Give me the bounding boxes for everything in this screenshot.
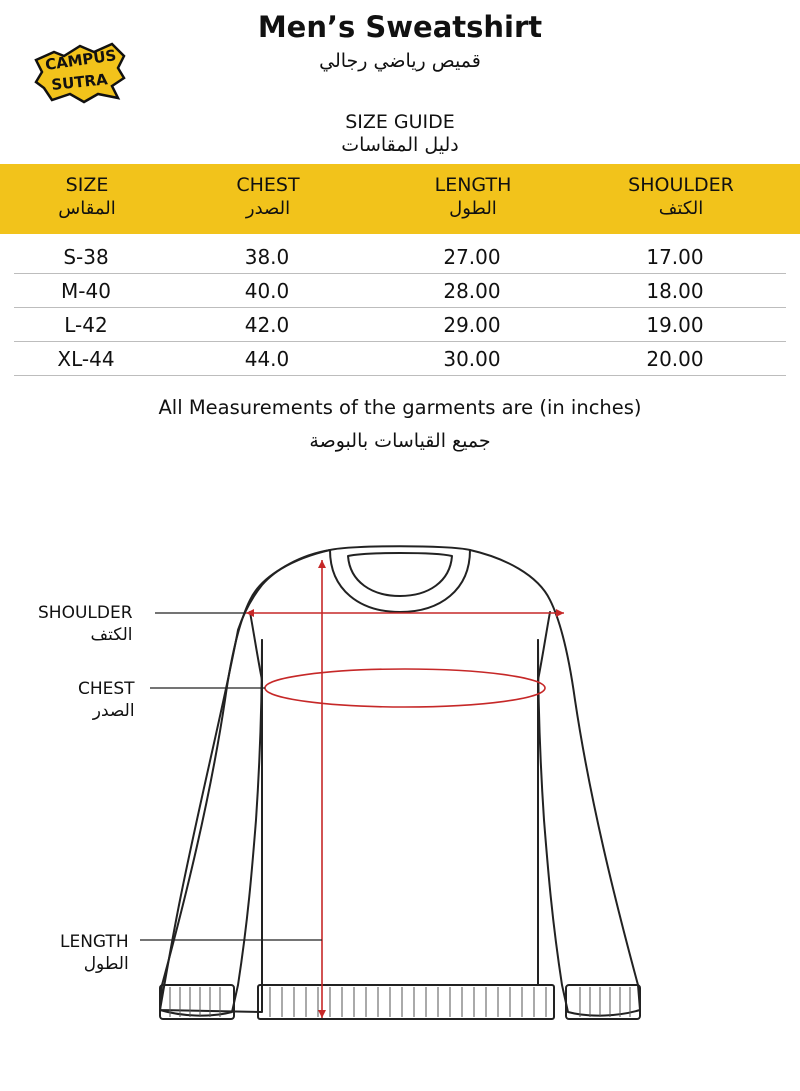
sweatshirt-right-shoulder-seam bbox=[538, 612, 550, 680]
shoulder-label-ar: الكتف bbox=[90, 625, 133, 645]
length-label-ar: الطول bbox=[83, 954, 129, 974]
sweatshirt-body-outline bbox=[160, 550, 330, 1012]
table-cell-chest: 44.0 bbox=[244, 347, 290, 371]
column-header-label: LENGTH bbox=[434, 174, 512, 196]
size-guide-title: SIZE GUIDE bbox=[345, 111, 455, 133]
shoulder-label-en: SHOULDER bbox=[38, 603, 133, 623]
table-cell-chest: 42.0 bbox=[244, 313, 290, 337]
svg-text:SUTRA: SUTRA bbox=[50, 70, 109, 94]
table-cell-shoulder: 18.00 bbox=[646, 279, 704, 303]
sweatshirt-collar-inner bbox=[348, 553, 452, 596]
page-title: Men’s Sweatshirt bbox=[257, 10, 543, 44]
column-header-label: CHEST bbox=[236, 174, 300, 196]
table-cell-size: M-40 bbox=[61, 279, 111, 303]
sweatshirt-right-sleeve bbox=[470, 550, 640, 1016]
column-header-label-arabic: المقاس bbox=[58, 198, 116, 219]
sweatshirt-left-sleeve bbox=[160, 550, 330, 1016]
chest-label-ar: الصدر bbox=[92, 701, 135, 721]
table-cell-length: 27.00 bbox=[443, 245, 501, 269]
length-arrow-top bbox=[318, 560, 326, 568]
table-cell-length: 28.00 bbox=[443, 279, 501, 303]
svg-text:CAMPUS: CAMPUS bbox=[44, 46, 118, 74]
page-title-arabic: قميص رياضي رجالي bbox=[319, 50, 481, 72]
table-cell-size: L-42 bbox=[64, 313, 108, 337]
shoulder-arrow-right bbox=[556, 609, 564, 617]
column-header-label: SIZE bbox=[65, 174, 109, 196]
size-guide-title-arabic: دليل المقاسات bbox=[341, 134, 459, 156]
length-arrow-bottom bbox=[318, 1010, 326, 1018]
table-cell-shoulder: 17.00 bbox=[646, 245, 704, 269]
table-cell-chest: 38.0 bbox=[244, 245, 290, 269]
table-cell-shoulder: 19.00 bbox=[646, 313, 704, 337]
table-cell-chest: 40.0 bbox=[244, 279, 290, 303]
hem-rib-lines bbox=[270, 987, 546, 1017]
column-header-label-arabic: الكتف bbox=[658, 198, 704, 219]
measurement-note: All Measurements of the garments are (in inches) bbox=[158, 396, 642, 419]
column-header-label-arabic: الطول bbox=[449, 198, 497, 219]
table-cell-length: 30.00 bbox=[443, 347, 501, 371]
table-cell-shoulder: 20.00 bbox=[646, 347, 704, 371]
table-cell-size: S-38 bbox=[63, 245, 109, 269]
table-cell-length: 29.00 bbox=[443, 313, 501, 337]
chest-label-en: CHEST bbox=[78, 679, 135, 699]
sweatshirt-left-shoulder-seam bbox=[250, 612, 262, 680]
chest-measure-ellipse bbox=[265, 669, 545, 707]
measurement-note-arabic: جميع القياسات بالبوصة bbox=[309, 430, 491, 452]
table-cell-size: XL-44 bbox=[57, 347, 115, 371]
column-header-label-arabic: الصدر bbox=[245, 198, 291, 219]
column-header-label: SHOULDER bbox=[628, 174, 734, 196]
length-label-en: LENGTH bbox=[60, 932, 129, 952]
